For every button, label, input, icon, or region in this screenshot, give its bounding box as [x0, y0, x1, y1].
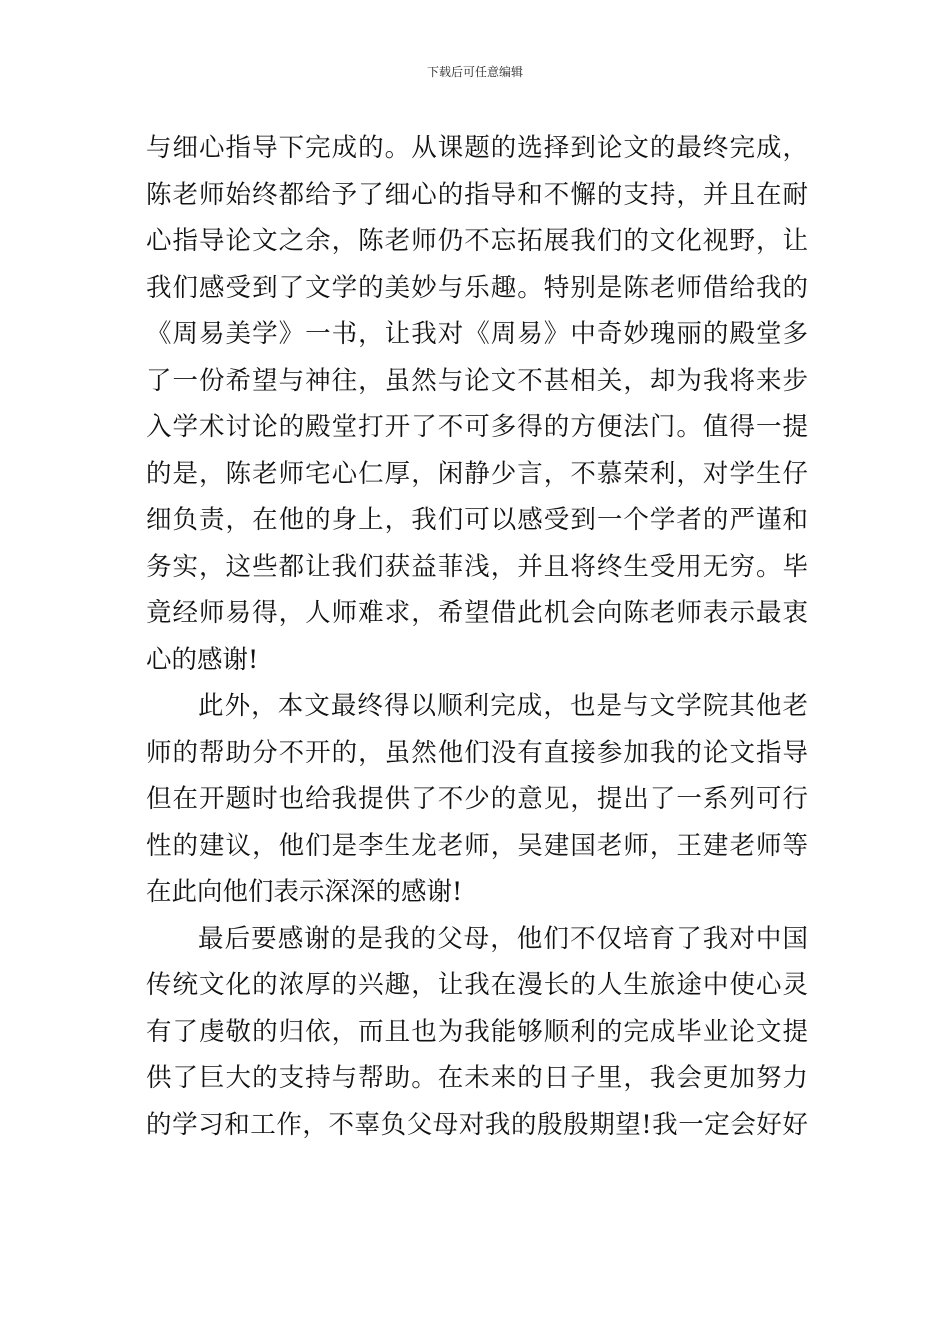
text-line: 心指导论文之余，陈老师仍不忘拓展我们的文化视野，让	[146, 226, 808, 256]
text-line: 有了虔敬的归依，而且也为我能够顺利的完成毕业论文提	[146, 1016, 808, 1047]
text-line: 竟经师易得，人师难求，希望借此机会向陈老师表示最衷	[146, 598, 808, 628]
text-line: 供了巨大的支持与帮助。在未来的日子里，我会更加努力	[146, 1063, 808, 1093]
text-line: 的是，陈老师宅心仁厚，闲静少言，不慕荣利，对学生仔	[146, 458, 808, 489]
text-line: 与细心指导下完成的。从课题的选择到论文的最终完成，	[146, 133, 808, 163]
text-line: 入学术讨论的殿堂打开了不可多得的方便法门。值得一提	[146, 412, 808, 442]
text-line: 此外，本文最终得以顺利完成，也是与文学院其他老	[198, 691, 808, 721]
text-line: 但在开题时也给我提供了不少的意见，提出了一系列可行	[146, 784, 808, 814]
text-line: 传统文化的浓厚的兴趣，让我在漫长的人生旅途中使心灵	[146, 970, 808, 1000]
text-line: 细负责，在他的身上，我们可以感受到一个学者的严谨和	[146, 505, 808, 535]
text-line: 我们感受到了文学的美妙与乐趣。特别是陈老师借给我的	[146, 272, 808, 303]
page-header: 下载后可任意编辑	[426, 65, 523, 79]
text-line: 陈老师始终都给予了细心的指导和不懈的支持，并且在耐	[146, 179, 808, 210]
document-body	[146, 125, 808, 1148]
text-line: 在此向他们表示深深的感谢!	[146, 877, 463, 907]
text-line: 《周易美学》一书，让我对《周易》中奇妙瑰丽的殿堂多	[146, 319, 808, 349]
text-line: 的学习和工作，不辜负父母对我的殷殷期望!我一定会好好	[146, 1109, 808, 1140]
text-line: 最后要感谢的是我的父母，他们不仅培育了我对中国	[198, 923, 808, 954]
text-line: 了一份希望与神往，虽然与论文不甚相关，却为我将来步	[146, 365, 808, 396]
text-line: 师的帮助分不开的，虽然他们没有直接参加我的论文指导	[146, 737, 808, 768]
text-line: 心的感谢!	[146, 644, 259, 675]
text-line: 务实，这些都让我们获益菲浅，并且将终生受用无穷。毕	[146, 551, 808, 582]
text-line: 性的建议，他们是李生龙老师，吴建国老师，王建老师等	[146, 830, 808, 861]
